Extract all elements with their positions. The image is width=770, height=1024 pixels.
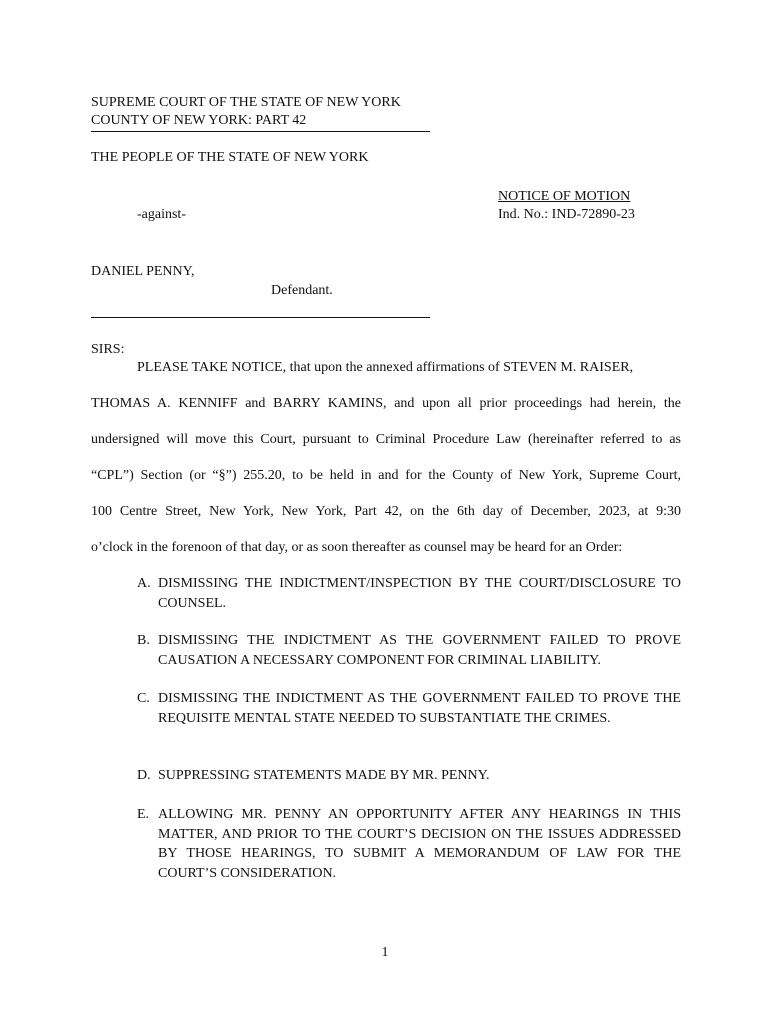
relief-item-b <box>137 631 681 670</box>
item-text: DISMISSING THE INDICTMENT/INSPECTION BY THE COURT/DISCLOSURE TO COUNSEL. <box>158 576 681 611</box>
body-line: THOMAS A. KENNIFF and BARRY KAMINS, and upon all prior proceedings had herein, the <box>91 396 681 411</box>
plaintiff-name: THE PEOPLE OF THE STATE OF NEW YORK <box>91 150 369 165</box>
relief-item-c <box>137 689 681 728</box>
against-label: -against- <box>137 207 186 222</box>
item-letter: D. <box>137 768 151 783</box>
page-number: 1 <box>381 945 389 960</box>
court-name-line: SUPREME COURT OF THE STATE OF NEW YORK <box>91 95 401 110</box>
index-number: Ind. No.: IND-72890-23 <box>498 207 635 222</box>
caption-divider <box>91 317 430 318</box>
relief-item-a <box>137 574 681 613</box>
body-line: o’clock in the forenoon of that day, or as soon thereafter as counsel may be heard for an Order: <box>91 540 623 555</box>
body-line: 100 Centre Street, New York, New York, Part 42, on the 6th day of December, 2023, at 9:30 <box>91 504 681 519</box>
item-letter: C. <box>137 691 150 706</box>
relief-item-d <box>137 766 681 786</box>
item-letter: E. <box>137 807 150 822</box>
item-text: SUPPRESSING STATEMENTS MADE BY MR. PENNY. <box>158 768 490 783</box>
item-text: DISMISSING THE INDICTMENT AS THE GOVERNMENT FAILED TO PROVE CAUSATION A NECESSARY COMPONENT FOR CRIMINAL LIABILITY. <box>158 633 681 668</box>
body-line: PLEASE TAKE NOTICE, that upon the annexed affirmations of STEVEN M. RAISER, <box>137 360 634 375</box>
salutation: SIRS: <box>91 342 125 357</box>
court-caption <box>91 94 430 132</box>
document-title: NOTICE OF MOTION <box>498 189 631 204</box>
defendant-name: DANIEL PENNY, <box>91 264 195 279</box>
item-text: DISMISSING THE INDICTMENT AS THE GOVERNMENT FAILED TO PROVE THE REQUISITE MENTAL STATE NEEDED TO SUBSTANTIATE THE CRIMES. <box>158 691 681 726</box>
body-line: “CPL”) Section (or “§”) 255.20, to be held in and for the County of New York, Supreme Court, <box>91 468 681 483</box>
relief-item-e <box>137 805 681 883</box>
defendant-label: Defendant. <box>271 283 333 298</box>
item-letter: A. <box>137 576 151 591</box>
item-letter: B. <box>137 633 150 648</box>
court-county-line: COUNTY OF NEW YORK: PART 42 <box>91 112 430 132</box>
item-text: ALLOWING MR. PENNY AN OPPORTUNITY AFTER ANY HEARINGS IN THIS MATTER, AND PRIOR TO THE COURT’S DECISION ON THE ISSUES ADDRESSED BY THOSE HEARINGS, TO SUBMIT A MEMORANDUM OF LAW FOR THE COURT’S CONSIDERATION. <box>158 807 681 881</box>
body-line: undersigned will move this Court, pursuant to Criminal Procedure Law (hereinafter referred to as <box>91 432 681 447</box>
